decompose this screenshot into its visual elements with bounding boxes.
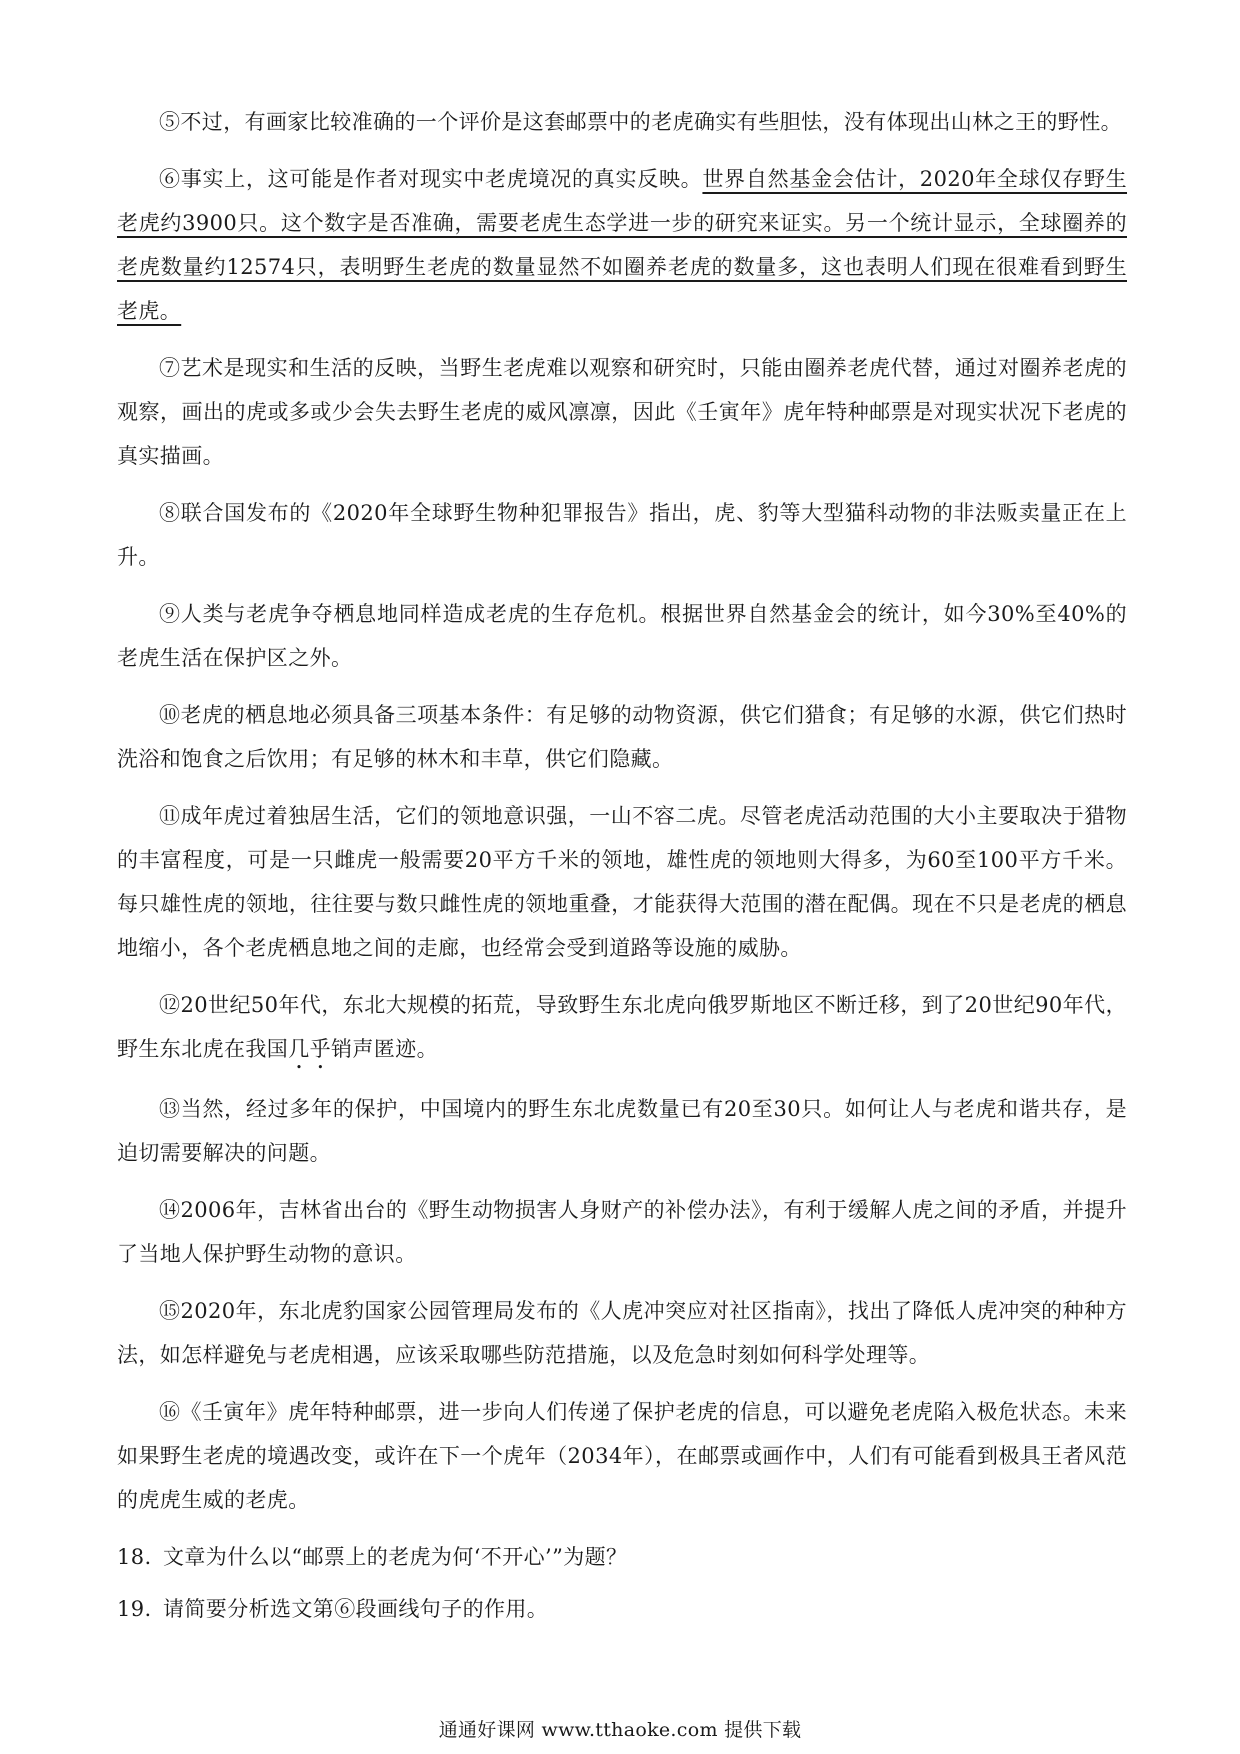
question-19 — [117, 1587, 1127, 1631]
paragraph-7: ⑦艺术是现实和生活的反映，当野生老虎难以观察和研究时，只能由圈养老虎代替，通过对圈养老虎的观察，画出的虎或多或少会失去野生老虎的威风凛凛，因此《壬寅年》虎年特种邮票是对现实状况下老虎的真实描画。 — [117, 356, 1127, 468]
paragraph-10: ⑩老虎的栖息地必须具备三项基本条件：有足够的动物资源，供它们猎食；有足够的水源，供它们热时洗浴和饱食之后饮用；有足够的林木和丰草，供它们隐藏。 — [117, 703, 1127, 771]
paragraph-12-before: ⑫20世纪50年代，东北大规模的拓荒，导致野生东北虎向俄罗斯地区不断迁移，到了20世纪90年代，野生东北虎在我国 — [117, 993, 1127, 1061]
paragraph-12 — [117, 983, 1127, 1074]
paragraph-6 — [117, 157, 1127, 333]
paragraph-15: ⑮2020年，东北虎豹国家公园管理局发布的《人虎冲突应对社区指南》，找出了降低人虎冲突的种种方法，如怎样避免与老虎相遇，应该采取哪些防范措施，以及危急时刻如何科学处理等。 — [117, 1299, 1127, 1367]
question-18 — [117, 1535, 1127, 1579]
paragraph-11: ⑪成年虎过着独居生活，它们的领地意识强，一山不容二虎。尽管老虎活动范围的大小主要取决于猎物的丰富程度，可是一只雌虎一般需要20平方千米的领地，雄性虎的领地则大得多，为60至100平方千米。每只雄性虎的领地，往往要与数只雌性虎的领地重叠，才能获得大范围的潜在配偶。现在不只是老虎的栖息地缩小，各个老虎栖息地之间的走廊，也经常会受到道路等设施的威胁。 — [117, 804, 1127, 960]
paragraph-12-after: 销声匿迹。 — [331, 1037, 439, 1061]
paragraph-14: ⑭2006年，吉林省出台的《野生动物损害人身财产的补偿办法》，有利于缓解人虎之间的矛盾，并提升了当地人保护野生动物的意识。 — [117, 1198, 1127, 1266]
question-text: 请简要分析选文第⑥段画线句子的作用。 — [163, 1597, 549, 1621]
paragraph-6-underlined-sentences: 世界自然基金会估计，2020年全球仅存野生老虎约3900只。这个数字是否准确，需要老虎生态学进一步的研究来证实。另一个统计显示，全球圈养的老虎数量约12574只，表明野生老虎的数量显然不如圈养老虎的数量多，这也表明人们现在很难看到野生老虎。 — [117, 167, 1128, 323]
question-number: 18. — [117, 1545, 152, 1569]
page-footer: 通通好课网 www.tthaoke.com 提供下载 — [438, 1719, 802, 1741]
paragraph-13: ⑬当然，经过多年的保护，中国境内的野生东北虎数量已有20至30只。如何让人与老虎和谐共存，是迫切需要解决的问题。 — [117, 1097, 1127, 1165]
paragraph-6-lead: ⑥事实上，这可能是作者对现实中老虎境况的真实反映。 — [159, 167, 703, 191]
paragraph-8: ⑧联合国发布的《2020年全球野生物种犯罪报告》指出，虎、豹等大型猫科动物的非法贩卖量正在上升。 — [117, 501, 1127, 569]
article-body — [117, 100, 1127, 1639]
question-text: 文章为什么以“邮票上的老虎为何‘不开心’”为题？ — [163, 1545, 628, 1569]
paragraph-16: ⑯《壬寅年》虎年特种邮票，进一步向人们传递了保护老虎的信息，可以避免老虎陷入极危状态。未来如果野生老虎的境遇改变，或许在下一个虎年（2034年），在邮票或画作中，人们有可能看到极具王者风范的虎虎生威的老虎。 — [117, 1400, 1127, 1512]
paragraph-12-dotted-word: 几乎 — [288, 1037, 332, 1061]
question-number: 19. — [117, 1597, 152, 1621]
paragraph-9: ⑨人类与老虎争夺栖息地同样造成老虎的生存危机。根据世界自然基金会的统计，如今30%至40%的老虎生活在保护区之外。 — [117, 602, 1127, 670]
paragraph-5: ⑤不过，有画家比较准确的一个评价是这套邮票中的老虎确实有些胆怯，没有体现出山林之王的野性。 — [159, 110, 1122, 134]
